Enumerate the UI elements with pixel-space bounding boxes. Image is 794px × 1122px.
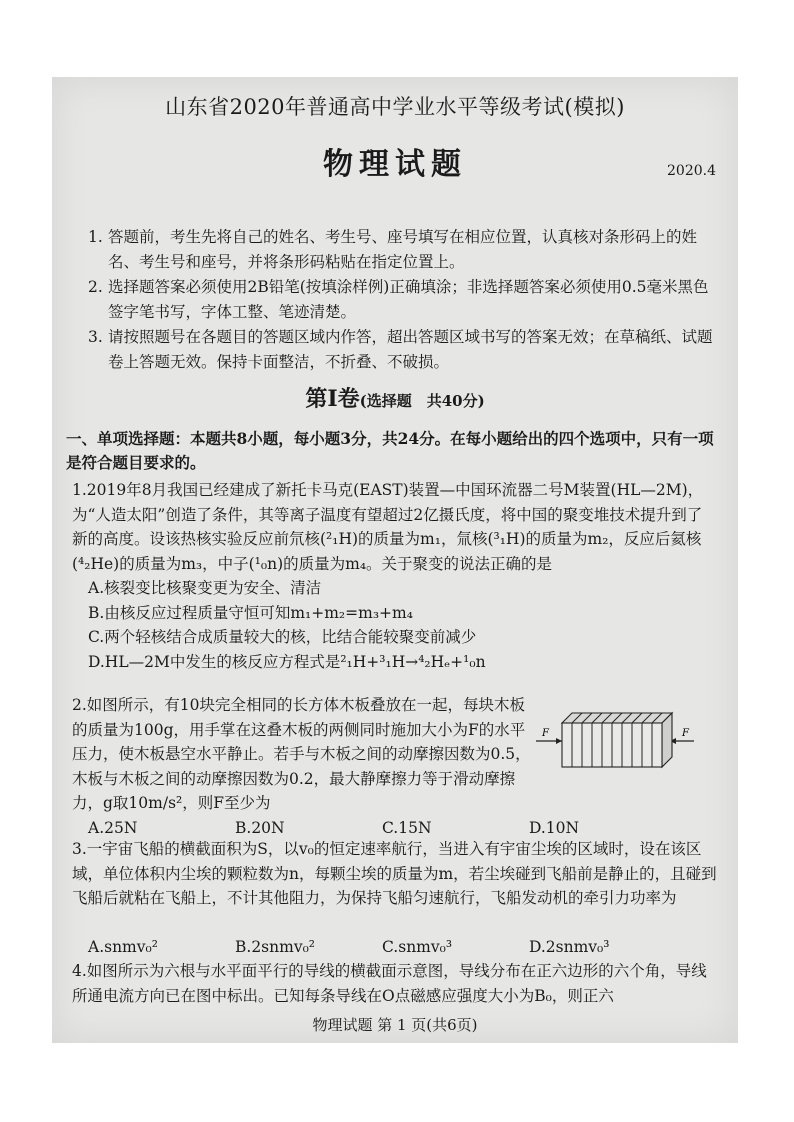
option-c: C.15N — [382, 819, 432, 837]
option-a: A.核裂变比核聚变更为安全、清洁 — [88, 579, 322, 597]
board-side-face — [662, 713, 672, 767]
instruction-number: 3. — [88, 328, 103, 346]
instruction-number: 2. — [88, 278, 103, 296]
option-b: B.20N — [235, 819, 285, 837]
question-2-stem: 2.如图所示，有10块完全相同的长方体木板叠放在一起，每块木板的质量为100g，用手掌在这叠木板的两侧同时施加大小为F的水平压力，使木板悬空水平静止。若手与木板之间的动摩擦因数为0.5，木板与木板之间的动摩擦因数为0.2，最大静摩擦力等于滑动摩擦力，g取10m/s²，则F至少为 — [72, 696, 531, 812]
option-d: D.HL—2M中发生的核反应方程式是²₁H+³₁H→⁴₂Hₑ+¹₀n — [88, 652, 486, 671]
option-a: A.snmv₀² — [88, 938, 158, 956]
instructions — [88, 225, 716, 375]
part-heading: 一、单项选择题：本题共8小题，每小题3分，共24分。在每小题给出的四个选项中，只有一项是符合题目要求的。 — [66, 429, 714, 472]
exam-paper — [52, 77, 738, 1043]
force-label-right: F — [682, 728, 689, 739]
instruction-text: 选择题答案必须使用2B铅笔(按填涂样例)正确填涂；非选择题答案必须使用0.5毫米黑色签字笔书写，字体工整、笔迹清楚。 — [108, 278, 709, 321]
option-d: D.2snmv₀³ — [529, 938, 610, 956]
instruction-number: 1. — [88, 228, 103, 246]
instruction-item — [88, 275, 716, 325]
section-title: 第Ⅰ卷 — [305, 386, 360, 412]
option-c: C.snmv₀³ — [382, 938, 453, 956]
option-a: A.25N — [88, 819, 138, 837]
subject-title: 物理试题 — [323, 147, 467, 182]
instruction-text: 请按照题号在各题目的答题区域内作答，超出答题区域书写的答案无效；在草稿纸、试题卷上答题无效。保持卡面整洁，不折叠、不破损。 — [108, 328, 713, 371]
instruction-item — [88, 325, 716, 375]
section-heading — [52, 382, 738, 413]
question-1 — [72, 478, 717, 674]
instruction-text: 答题前，考生先将自己的姓名、考生号、座号填写在相应位置，认真核对条形码上的姓名、考生号和座号，并将条形码粘贴在指定位置上。 — [108, 228, 698, 271]
force-label-left: F — [542, 728, 549, 739]
exam-title: 山东省2020年普通高中学业水平等级考试(模拟) — [165, 95, 625, 119]
question-3-stem: 3.一宇宙飞船的横截面积为S，以v₀的恒定速率航行，当进入有宇宙尘埃的区域时，设在该区域，单位体积内尘埃的颗粒数为n，每颗尘埃的质量为m，若尘埃碰到飞船前是静止的，且碰到飞船后就粘在飞船上，不计其他阻力，为保持飞船匀速航行，飞船发动机的牵引力功率为 — [72, 840, 717, 907]
option-b: B.2snmv₀² — [235, 938, 315, 956]
option-c: C.两个轻核结合成质量较大的核，比结合能较聚变前减少 — [88, 628, 477, 646]
section-subtitle: (选择题 共40分) — [359, 392, 485, 410]
question-3-options — [88, 935, 718, 960]
option-b: B.由核反应过程质量守恒可知m₁+m₂=m₃+m₄ — [88, 603, 413, 622]
question-stem: 1.2019年8月我国已经建成了新托卡马克(EAST)装置—中国环流器二号M装置(HL—2M)，为“人造太阳”创造了条件，其等离子温度有望超过2亿摄氏度，将中国的聚变堆技术提升到了新的高度。设该热核实验反应前氘核(²₁H)的质量为m₁，氚核(³₁H)的质量为m₂，反应后氦核(⁴₂He)的质量为m₃，中子(¹₀n)的质量为m₄。关于聚变的说法正确的是 — [72, 481, 704, 573]
option-d: D.10N — [529, 819, 580, 837]
arrow-head-left — [556, 738, 562, 744]
stacked-boards-figure — [536, 705, 696, 775]
question-4-stem: 4.如图所示为六根与水平面平行的导线的横截面示意图，导线分布在正六边形的六个角，导线所通电流方向已在图中标出。已知每条导线在O点磁感应强度大小为B₀，则正六 — [72, 962, 707, 1005]
instruction-item — [88, 225, 716, 275]
page-footer: 物理试题 第 1 页(共6页) — [312, 1016, 478, 1034]
exam-date: 2020.4 — [667, 163, 716, 179]
